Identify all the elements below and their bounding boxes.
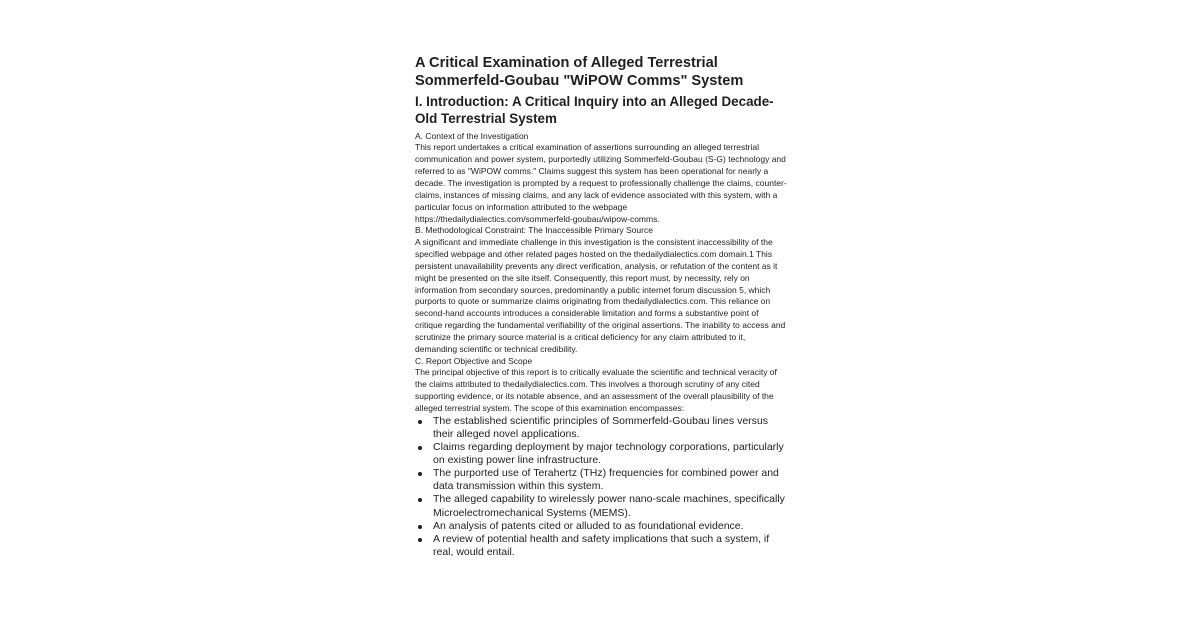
bullet-icon [418,538,422,542]
list-item-text: An analysis of patents cited or alluded to as foundational evidence. [433,519,744,532]
list-item-text: A review of potential health and safety implications that such a system, if real, would entail. [433,532,770,558]
list-item [433,533,787,559]
list-item [433,493,787,519]
subheading-methodological-constraint: B. Methodological Constraint: The Inaccessible Primary Source [415,225,653,236]
document-title: A Critical Examination of Alleged Terrestrial Sommerfeld-Goubau "WiPOW Comms" System [415,55,744,89]
list-item-text: Claims regarding deployment by major technology corporations, particularly on existing power line infrastructure. [433,441,784,467]
list-item [433,415,787,441]
bullet-icon [418,446,422,450]
list-item [433,441,787,467]
list-item [433,520,787,533]
subheading-objective-scope: C. Report Objective and Scope [415,355,533,366]
list-item [433,467,787,493]
bullet-icon [418,420,422,424]
body-text [415,131,787,415]
scope-bullet-list [415,415,787,559]
paragraph-methodological-constraint: A significant and immediate challenge in this investigation is the consistent inaccessibility of the specified webpage and other related pages hosted on the thedailydialectics.com domain.1 This persistent unavailability prevents any direct verification, analysis, or refutation of the content as it might be presented on the site itself. Consequently, this report must, by necessity, rely on information from secondary sources, predominantly a public internet forum discussion 5, which purports to quote or summarize claims originating from thedailydialectics.com. This reliance on second-hand accounts introduces a considerable limitation and forms a substantive point of critique regarding the fundamental verifiability of the original assertions. The inability to access and scrutinize the primary source material is a critical deficiency for any claim attributed to it, demanding scientific or technical credibility. [415,237,786,354]
bullet-icon [418,472,422,476]
list-item-text: The established scientific principles of Sommerfeld-Goubau lines versus their alleged novel applications. [433,414,768,440]
subheading-context: A. Context of the Investigation [415,130,529,141]
bullet-icon [418,498,422,502]
paragraph-objective-scope: The principal objective of this report is to critically evaluate the scientific and technical veracity of the claims attributed to thedailydialectics.com. This involves a thorough scrutiny of any cited supporting evidence, or its notable absence, and an assessment of the overall plausibility of the alleged terrestrial system. The scope of this examination encompasses: [415,367,777,413]
section-heading-introduction: I. Introduction: A Critical Inquiry into an Alleged Decade-Old Terrestrial System [415,94,774,126]
bullet-icon [418,525,422,529]
document [415,55,787,559]
list-item-text: The purported use of Terahertz (THz) frequencies for combined power and data transmission within this system. [433,467,779,493]
list-item-text: The alleged capability to wirelessly power nano-scale machines, specifically Microelectromechanical Systems (MEMS). [433,493,785,519]
paragraph-context: This report undertakes a critical examination of assertions surrounding an alleged terrestrial communication and power system, purportedly utilizing Sommerfeld-Goubau (S-G) technology and referred to as "WiPOW comms." Claims suggest this system has been operational for nearly a decade. The investigation is prompted by a request to professionally challenge the claims, counter-claims, instances of missing claims, and any lack of evidence associated with this system, with a particular focus on information attributed to the webpage https://thedailydialectics.com/sommerfeld-goubau/wipow-comms. [415,142,787,224]
